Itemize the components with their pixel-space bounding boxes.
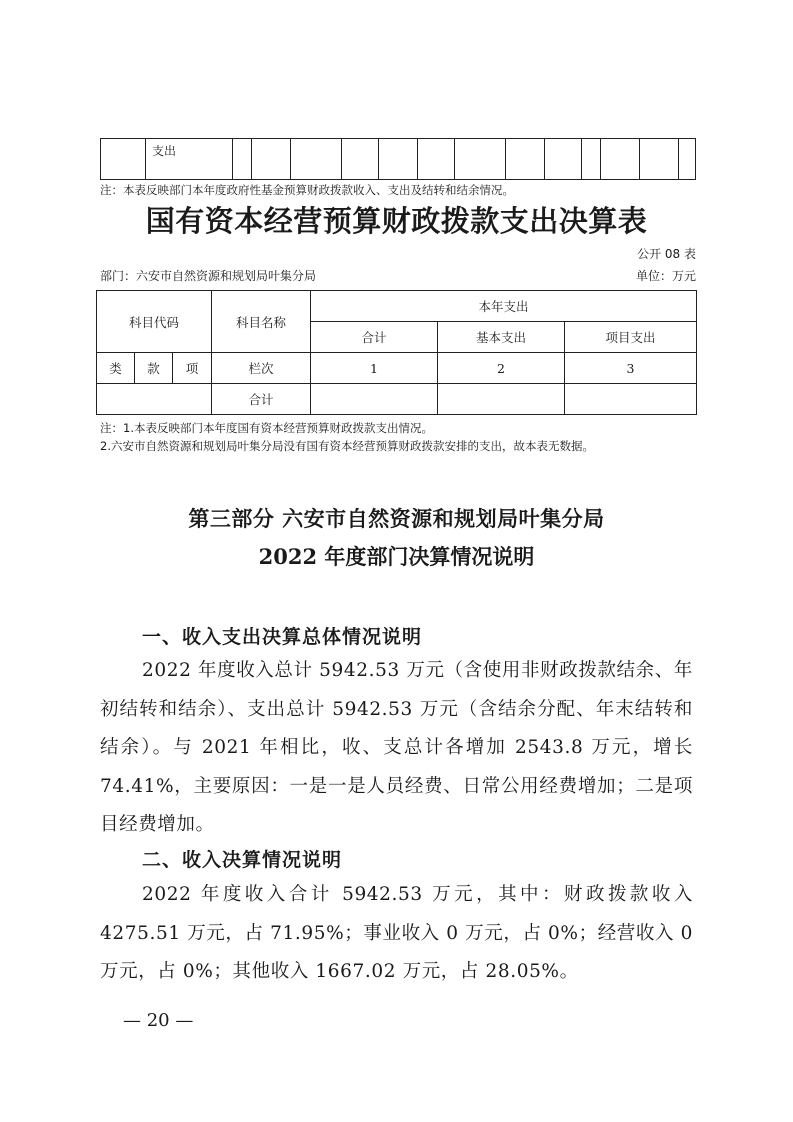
header-subject-name: 科目名称 [212, 291, 311, 353]
table-cell [545, 139, 582, 180]
heading-income-statement: 二、收入决算情况说明 [142, 849, 343, 871]
column-number: 1 [311, 353, 438, 384]
previous-table-tail [100, 138, 696, 180]
header-total: 合计 [311, 322, 438, 353]
header-basic-expense: 基本支出 [438, 322, 565, 353]
table-cell [640, 139, 679, 180]
table-cell [455, 139, 506, 180]
page-number: — 20 — [123, 1010, 194, 1031]
header-current-year-expense: 本年支出 [311, 291, 697, 322]
table-code: 公开 08 表 [637, 247, 696, 261]
table-title: 国有资本经营预算财政拨款支出决算表 [145, 204, 648, 238]
header-item: 项 [173, 353, 212, 384]
table-cell [506, 139, 545, 180]
total-row-label: 合计 [212, 384, 311, 415]
capital-budget-expenditure-table [96, 290, 697, 415]
table-cell [101, 139, 146, 180]
expense-row-label: 支出 [146, 139, 233, 180]
header-column-index: 栏次 [212, 353, 311, 384]
header-subject-code: 科目代码 [97, 291, 212, 353]
header-category: 类 [97, 353, 135, 384]
header-section: 款 [135, 353, 173, 384]
paragraph-income-statement: 2022 年度收入合计 5942.53 万元，其中：财政拨款收入 4275.51 万元，占 71.95%；事业收入 0 万元，占 0%；经营收入 0 万元，占 0%；其他收入 1667.02 万元，占 28.05%。 [100, 884, 693, 982]
heading-income-expense-overview: 一、收入支出决算总体情况说明 [142, 626, 423, 648]
top-table-note: 注：本表反映部门本年度政府性基金预算财政拨款收入、支出及结转和结余情况。 [100, 183, 514, 197]
section-title: 第三部分 六安市自然资源和规划局叶集分局 [188, 506, 605, 531]
paragraph-income-expense-overview: 2022 年度收入总计 5942.53 万元（含使用非财政拨款结余、年初结转和结余）、支出总计 5942.53 万元（含结余分配、年末结转和结余）。与 2021 年相比，收、支总计各增加 2543.8 万元，增长 74.41%，主要原因：一是一是人员经费、日常公用经费增加；二是项目经费增加。 [100, 660, 693, 835]
column-number: 2 [438, 353, 565, 384]
table-note-1: 注：1.本表反映部门本年度国有资本经营预算财政拨款支出情况。 [100, 421, 433, 435]
department-label: 部门：六安市自然资源和规划局叶集分局 [100, 269, 317, 283]
table-cell [291, 139, 342, 180]
section-subtitle: 2022 年度部门决算情况说明 [258, 544, 535, 569]
header-project-expense: 项目支出 [565, 322, 697, 353]
table-cell [379, 139, 418, 180]
table-cell [679, 139, 696, 180]
table-cell [601, 139, 640, 180]
table-cell [438, 384, 565, 415]
column-number: 3 [565, 353, 697, 384]
table-cell [342, 139, 379, 180]
table-cell [565, 384, 697, 415]
unit-label: 单位：万元 [635, 269, 696, 283]
table-cell [252, 139, 291, 180]
table-note-2: 2.六安市自然资源和规划局叶集分局没有国有资本经营预算财政拨款安排的支出，故本表无数据。 [100, 439, 594, 453]
table-cell [97, 384, 212, 415]
table-cell [311, 384, 438, 415]
table-cell [582, 139, 601, 180]
table-cell [233, 139, 252, 180]
table-cell [418, 139, 455, 180]
